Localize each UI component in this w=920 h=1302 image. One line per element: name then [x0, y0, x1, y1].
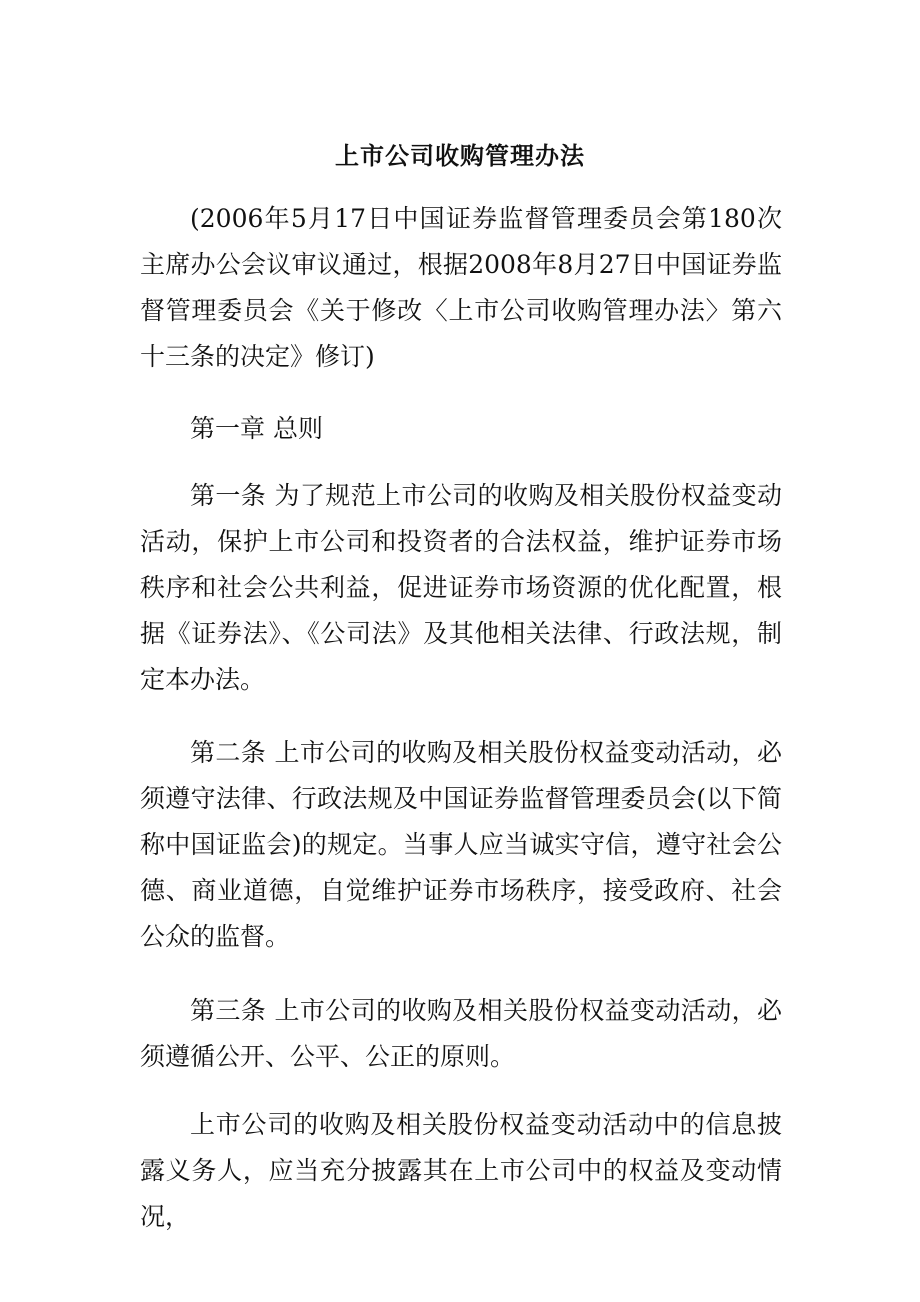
document-title: 上市公司收购管理办法 — [335, 141, 585, 170]
article-3-paragraph: 第三条 上市公司的收购及相关股份权益变动活动，必须遵循公开、公平、公正的原则。 — [140, 996, 782, 1071]
chapter-heading: 第一章 总则 — [190, 414, 323, 443]
disclosure-paragraph: 上市公司的收购及相关股份权益变动活动中的信息披露义务人，应当充分披露其在上市公司中的权益及变动情况， — [140, 1110, 782, 1231]
article-1-paragraph: 第一条 为了规范上市公司的收购及相关股份权益变动活动，保护上市公司和投资者的合法权益，维护证券市场秩序和社会公共利益，促进证券市场资源的优化配置，根据《证券法》、《公司法》及其他相关法律、行政法规，制定本办法。 — [140, 481, 782, 694]
preamble-paragraph: (2006年5月17日中国证券监督管理委员会第180次主席办公会议审议通过，根据2008年8月27日中国证券监督管理委员会《关于修改〈上市公司收购管理办法〉第六十三条的决定》修订) — [140, 204, 782, 371]
article-2-paragraph: 第二条 上市公司的收购及相关股份权益变动活动，必须遵守法律、行政法规及中国证券监督管理委员会(以下简称中国证监会)的规定。当事人应当诚实守信，遵守社会公德、商业道德，自觉维护证券市场秩序，接受政府、社会公众的监督。 — [140, 738, 782, 951]
